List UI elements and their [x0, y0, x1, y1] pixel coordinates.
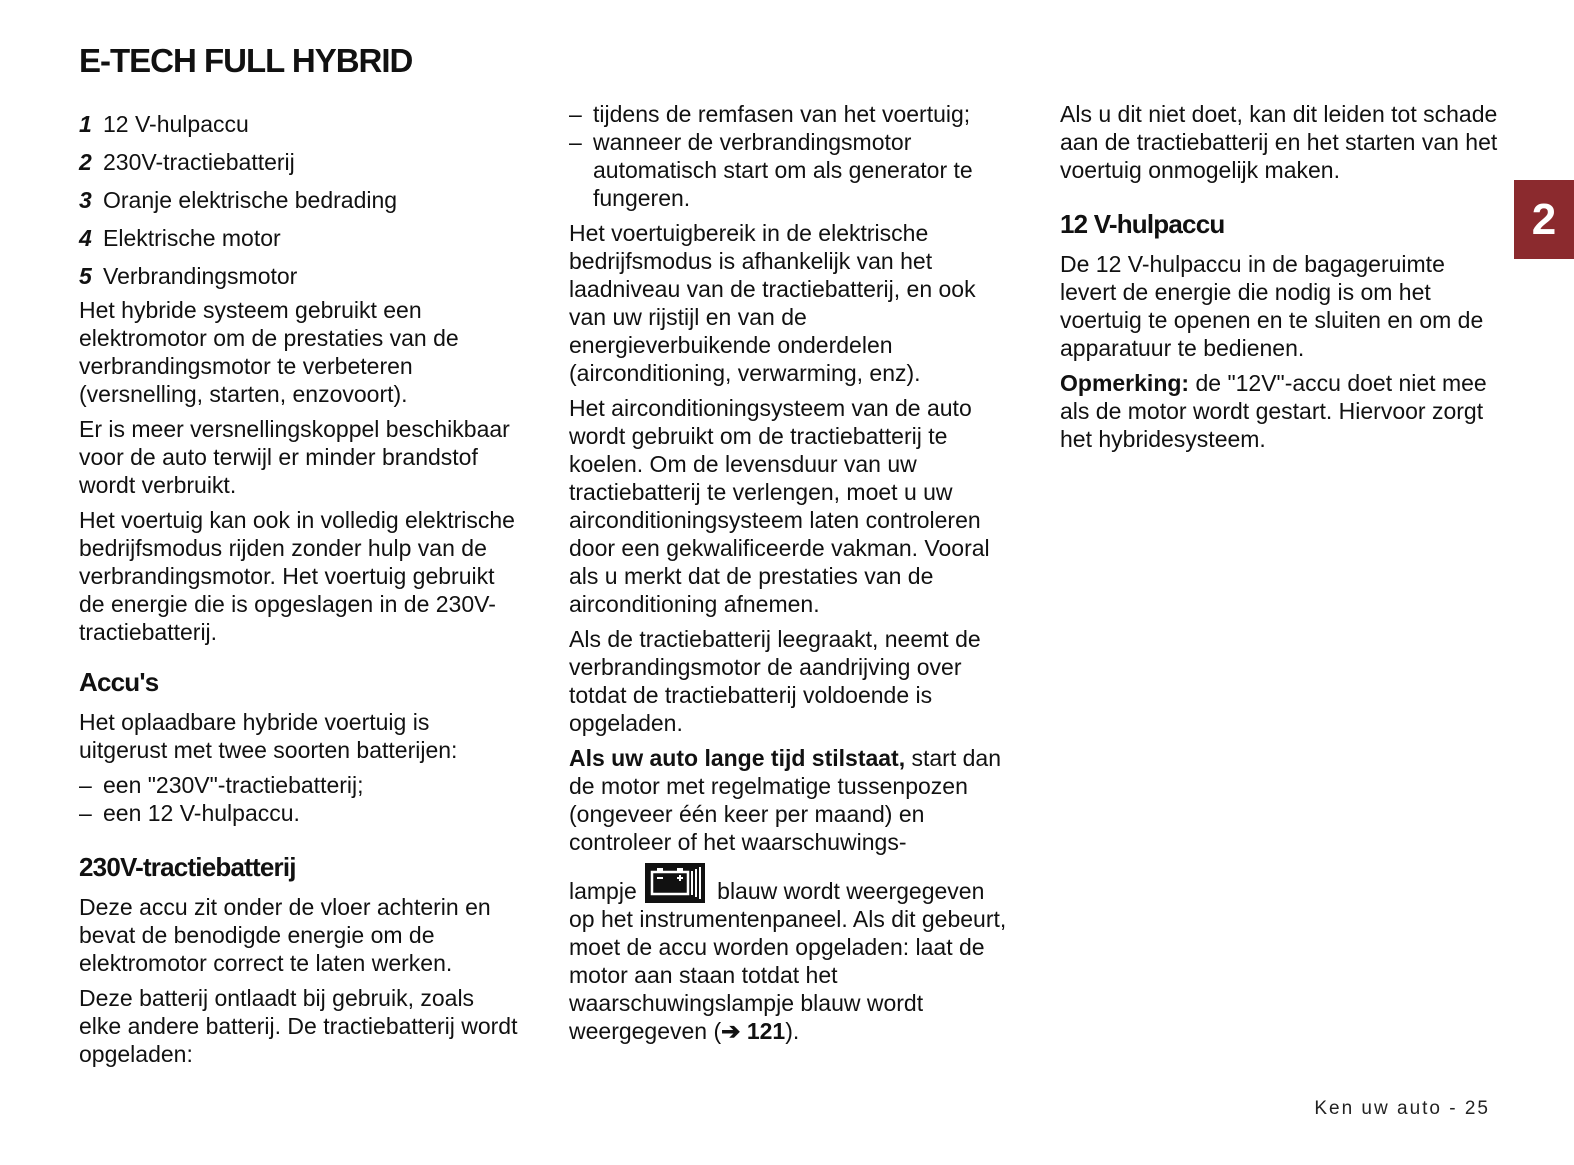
heading-12v: 12 V-hulpaccu: [1060, 209, 1225, 239]
page-title: E-TECH FULL HYBRID: [79, 42, 413, 79]
legend-item: [79, 110, 519, 138]
page-reference[interactable]: 121: [740, 1018, 786, 1044]
paragraph-note: Opmerking: de "12V"-accu doet niet mee als de motor wordt gestart. Hiervoor zorgt het hybridesysteem.: [1060, 370, 1487, 452]
column-2: [569, 100, 1009, 1052]
legend-text: 230V-tractiebatterij: [103, 149, 295, 175]
paragraph-battery-types: Het oplaadbare hybride voertuig is uitgerust met twee soorten batterijen:: [79, 709, 458, 763]
legend-text: Oranje elektrische bedrading: [103, 187, 398, 213]
legend-text: 12 V-hulpaccu: [103, 111, 249, 137]
column-1: [79, 100, 519, 1075]
paragraph-discharge: Deze batterij ontlaadt bij gebruik, zoals elke andere batterij. De tractiebatterij wordt opgeladen:: [79, 985, 518, 1067]
legend-item: [79, 224, 519, 252]
paragraph-long-standstill: Als uw auto lange tijd stilstaat, start dan de motor met regelmatige tussenpozen (ongeveer één keer per maand) en controleer of het waarschuwings-: [569, 745, 1001, 855]
legend-number: 1: [79, 111, 92, 137]
list-item: – een "230V"-tractiebatterij;: [79, 772, 364, 798]
list-item: – een 12 V-hulpaccu.: [79, 800, 300, 826]
arrow-right-icon: ➔: [721, 1018, 741, 1044]
legend-number: 3: [79, 187, 92, 213]
legend-number: 5: [79, 263, 92, 289]
heading-accus: Accu's: [79, 667, 159, 697]
paragraph-aircon: Het airconditioningsysteem van de auto wordt gebruikt om de tractiebatterij te koelen. Om de levensduur van uw tractiebatterij te verlengen, moet u uw airconditioningsysteem laten controleren door een gekwalificeerde vakman. Vooral als u merkt dat de prestaties van de airconditioning afnemen.: [569, 395, 990, 617]
list-item: – wanneer de verbrandingsmotor automatisch start om als generator te fungeren.: [569, 129, 973, 211]
paragraph-location: Deze accu zit onder de vloer achterin en bevat de benodigde energie om de elektromotor correct te laten werken.: [79, 894, 491, 976]
heading-230v: 230V-tractiebatterij: [79, 852, 296, 882]
paragraph-consequence: Als u dit niet doet, kan dit leiden tot schade aan de tractiebatterij en het starten van het voertuig onmogelijk maken.: [1060, 101, 1498, 183]
legend-item: [79, 186, 519, 214]
paragraph-warning-lamp: lampje blauw wordt weergegeven op het instrumentenpaneel. Als dit gebeurt, moet de accu worden opgeladen: laat de motor aan staan totdat het waarschuwingslampje blauw wordt weergegeven (➔ 121).: [569, 863, 1009, 1045]
legend-text: Verbrandingsmotor: [103, 263, 298, 289]
legend-number: 2: [79, 149, 92, 175]
chapter-tab: 2: [1514, 180, 1574, 259]
paragraph-torque: Er is meer versnellingskoppel beschikbaar voor de auto terwijl er minder brandstof wordt verbruikt.: [79, 416, 510, 498]
legend-item: [79, 262, 519, 290]
paragraph-hybrid-system: Het hybride systeem gebruikt een elektromotor om de prestaties van de verbrandingsmotor te verbeteren (versnelling, starten, enzovoort).: [79, 297, 459, 407]
paragraph-empty-battery: Als de tractiebatterij leegraakt, neemt de verbrandingsmotor de aandrijving over totdat de tractiebatterij voldoende is opgeladen.: [569, 626, 981, 736]
list-item: – tijdens de remfasen van het voertuig;: [569, 101, 971, 127]
paragraph-range: Het voertuigbereik in de elektrische bedrijfsmodus is afhankelijk van het laadniveau van de tractiebatterij, en ook van uw rijstijl en van de energieverbuikende onderdelen (airconditioning, verwarming, enz).: [569, 220, 976, 386]
column-3: [1060, 100, 1500, 460]
page-footer: Ken uw auto - 25: [1314, 1098, 1490, 1119]
battery-warning-icon: [645, 863, 705, 903]
legend-text: Elektrische motor: [103, 225, 281, 251]
legend-item: [79, 148, 519, 176]
legend-number: 4: [79, 225, 92, 251]
paragraph-12v-description: De 12 V-hulpaccu in de bagageruimte levert de energie die nodig is om het voertuig te openen en te sluiten en om de apparatuur te bedienen.: [1060, 251, 1484, 361]
paragraph-electric-mode: Het voertuig kan ook in volledig elektrische bedrijfsmodus rijden zonder hulp van de verbrandingsmotor. Het voertuig gebruikt de energie die is opgeslagen in de 230V-tractiebatterij.: [79, 507, 515, 645]
